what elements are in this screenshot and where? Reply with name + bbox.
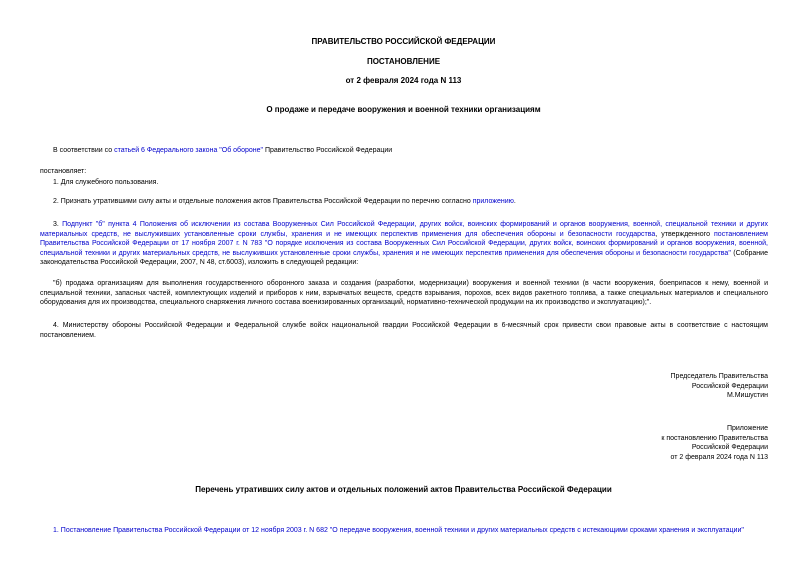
date-number-heading: от 2 февраля 2024 года N 113 [345,76,462,85]
appendix-ref: к постановлению Правительства [661,434,768,442]
decree-682-link[interactable]: 1. Постановление Правительства Российской Федерации от 12 ноября 2003 г. N 682 "О передаче вооружения, военной техники и других материальных средств с истекающими сроками хранения и эксплуатации" [53,527,744,534]
item-3 [40,220,768,268]
quoted-subparagraph: "б) продажа организациям для выполнения государственного оборонного заказа и создания (разработки, модернизации) вооружения и военной техники (в части вооружения, боеприпасов к нему, военной и специальной техники, запасных частей, комплектующих изделий и приборов к ним, взрывчатых веществ, средств взрывания, порохов, всех видов ракетного топлива, а также специальных материалов и специального оборудования для их производства, специального снаряжения личного состава военизированных организаций, нормативно-технической продукции на их производство и эксплуатацию);". [40,280,768,306]
appendix-block [661,424,768,462]
appendix-link[interactable]: приложению [472,198,514,205]
list-item-1 [53,526,744,536]
decree-783-link[interactable]: постановлением Правительства Российской Федерации от 17 ноября 2007 г. N 783 "О порядке исключения из состава Вооруженных Сил Российской Федерации, других войск, воинских формирований и органов вооружения, военной, специальной техники и других материальных средств, не выслуживших установленные сроки службы, хранения и не имеющих перспектив применения для обеспечения обороны и безопасности государства" [40,230,768,257]
government-heading: ПРАВИТЕЛЬСТВО РОССИЙСКОЙ ФЕДЕРАЦИИ [311,37,496,46]
resolves-text: постановляет: [40,168,87,175]
document-title: О продаже и передаче вооружения и военной техники организациям [266,105,541,114]
list-title: Перечень утративших силу актов и отдельных положений актов Правительства Российской Федерации [195,485,612,494]
signature-name: М.Мишустин [726,392,768,399]
signature-country: Российской Федерации [691,382,768,390]
item-3-number: 3. [53,221,63,228]
appendix-date: от 2 февраля 2024 года N 113 [670,453,768,461]
intro-prefix: В соответствии со [53,147,115,154]
signature-position: Председатель Правительства [670,373,768,380]
doc-type-heading: ПОСТАНОВЛЕНИЕ [366,57,441,66]
signature-block [671,372,768,401]
item-2-text: 2. Признать утратившими силу акты и отдельные положения актов Правительства Российской Федерации по перечню согласно [53,198,473,205]
appendix-label: Приложение [726,425,768,432]
intro-paragraph [53,146,392,156]
item-2-end: . [513,198,516,205]
item-1: 1. Для служебного пользования. [53,179,159,186]
item-3-mid: , утвержденного [655,230,715,238]
item-3-end: (Собрание законодательства Российской Федерации, 2007, N 48, ст.6003), изложить в следующей редакции: [40,249,768,266]
appendix-country: Российской Федерации [691,444,768,451]
law-article-link[interactable]: статьей 6 Федерального закона "Об обороне" [114,147,263,154]
item-4: 4. Министерству обороны Российской Федерации и Федеральной службе войск национальной гвардии Российской Федерации в 6-месячный срок привести свои правовые акты в соответствие с настоящим постановлением. [40,322,768,339]
subparagraph-link[interactable]: Подпункт "б" пункта 4 Положения об исключении из состава Вооруженных Сил Российской Федерации, других войск, воинских формирований и органов вооружения, военной, специальной техники и других материальных средств, не выслуживших установленные сроки службы, хранения и не имеющих перспектив применения для обеспечения обороны и безопасности государства [40,221,768,238]
intro-suffix: Правительство Российской Федерации [263,147,393,154]
item-2 [53,197,516,207]
